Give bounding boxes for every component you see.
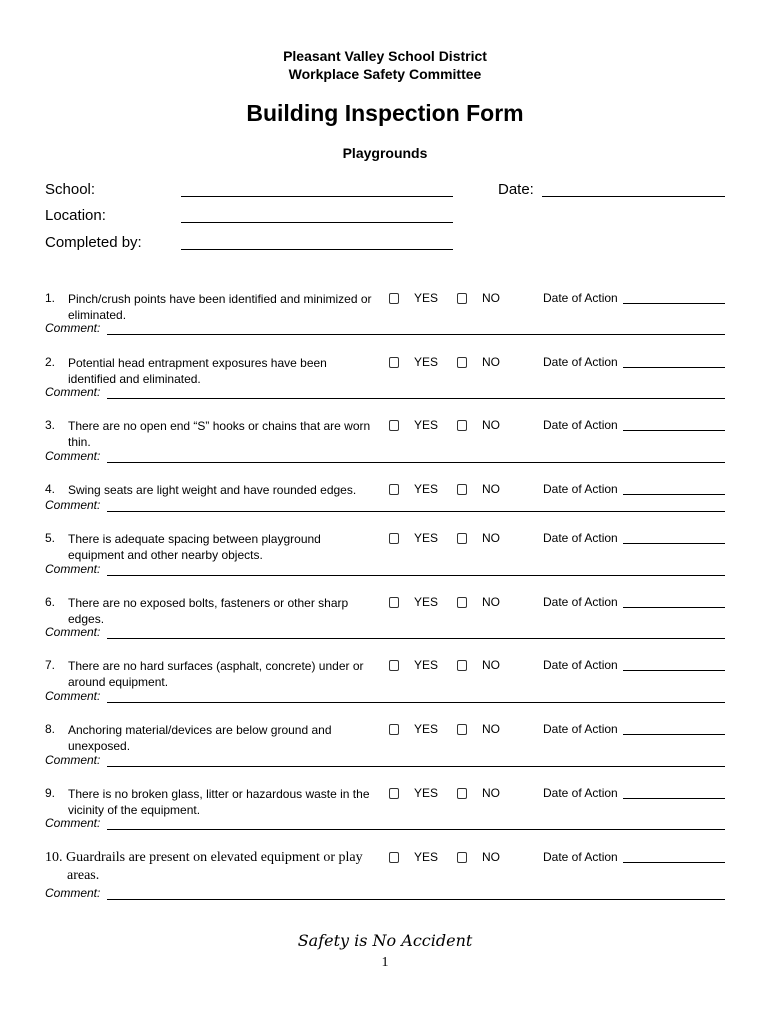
yes-checkbox[interactable] bbox=[389, 357, 399, 368]
no-checkbox[interactable] bbox=[457, 724, 467, 735]
item-number: 1. bbox=[45, 291, 56, 305]
no-checkbox[interactable] bbox=[457, 533, 467, 544]
item-text: There is no broken glass, litter or hazardous waste in the vicinity of the equipment. bbox=[68, 787, 370, 817]
comment-field[interactable] bbox=[107, 638, 725, 639]
date-field[interactable] bbox=[542, 196, 725, 197]
comment-label: Comment: bbox=[45, 625, 101, 639]
yes-label: YES bbox=[414, 722, 439, 736]
school-label: School: bbox=[45, 181, 96, 198]
yes-checkbox[interactable] bbox=[389, 724, 399, 735]
yes-checkbox[interactable] bbox=[389, 597, 399, 608]
no-checkbox[interactable] bbox=[457, 852, 467, 863]
date-of-action-label: Date of Action bbox=[543, 722, 618, 736]
completed-by-field[interactable] bbox=[181, 249, 453, 250]
yes-checkbox[interactable] bbox=[389, 788, 399, 799]
item-text: There is adequate spacing between playground equipment and other nearby objects. bbox=[68, 532, 321, 562]
no-checkbox[interactable] bbox=[457, 788, 467, 799]
item-text: There are no exposed bolts, fasteners or other sharp edges. bbox=[68, 596, 349, 626]
yes-label: YES bbox=[414, 786, 439, 800]
date-of-action-field[interactable] bbox=[623, 543, 725, 544]
no-checkbox[interactable] bbox=[457, 293, 467, 304]
location-field[interactable] bbox=[181, 222, 453, 223]
no-label: NO bbox=[482, 658, 500, 672]
no-label: NO bbox=[482, 786, 500, 800]
item-text: Potential head entrapment exposures have been identified and eliminated. bbox=[68, 356, 327, 386]
date-of-action-label: Date of Action bbox=[543, 786, 618, 800]
item-text: Swing seats are light weight and have rounded edges. bbox=[68, 483, 357, 497]
yes-label: YES bbox=[414, 850, 439, 864]
completed-by-label: Completed by: bbox=[45, 234, 142, 251]
no-label: NO bbox=[482, 850, 500, 864]
item-text: 10. Guardrails are present on elevated equipment or play areas. bbox=[45, 850, 363, 883]
no-label: NO bbox=[482, 291, 500, 305]
date-of-action-field[interactable] bbox=[623, 303, 725, 304]
item-number: 6. bbox=[45, 595, 56, 609]
item-number: 2. bbox=[45, 355, 56, 369]
yes-checkbox[interactable] bbox=[389, 660, 399, 671]
date-of-action-label: Date of Action bbox=[543, 355, 618, 369]
committee-name: Workplace Safety Committee bbox=[288, 66, 482, 82]
footer-tagline: Safety is No Accident bbox=[297, 931, 473, 950]
date-of-action-label: Date of Action bbox=[543, 482, 618, 496]
date-of-action-field[interactable] bbox=[623, 607, 725, 608]
page-title: Building Inspection Form bbox=[246, 100, 524, 126]
yes-label: YES bbox=[414, 418, 439, 432]
item-number: 8. bbox=[45, 722, 56, 736]
date-of-action-field[interactable] bbox=[623, 798, 725, 799]
comment-label: Comment: bbox=[45, 562, 101, 576]
comment-label: Comment: bbox=[45, 321, 101, 335]
item-text: Anchoring material/devices are below ground and unexposed. bbox=[68, 723, 332, 753]
comment-label: Comment: bbox=[45, 449, 101, 463]
comment-field[interactable] bbox=[107, 829, 725, 830]
yes-label: YES bbox=[414, 595, 439, 609]
yes-checkbox[interactable] bbox=[389, 852, 399, 863]
yes-label: YES bbox=[414, 482, 439, 496]
item-number: 9. bbox=[45, 786, 56, 800]
yes-checkbox[interactable] bbox=[389, 293, 399, 304]
comment-label: Comment: bbox=[45, 886, 101, 900]
no-checkbox[interactable] bbox=[457, 597, 467, 608]
comment-field[interactable] bbox=[107, 462, 725, 463]
item-number: 7. bbox=[45, 658, 56, 672]
school-field[interactable] bbox=[181, 196, 453, 197]
location-label: Location: bbox=[45, 207, 106, 224]
date-of-action-label: Date of Action bbox=[543, 531, 618, 545]
comment-label: Comment: bbox=[45, 689, 101, 703]
comment-label: Comment: bbox=[45, 816, 101, 830]
no-checkbox[interactable] bbox=[457, 357, 467, 368]
no-label: NO bbox=[482, 482, 500, 496]
no-checkbox[interactable] bbox=[457, 660, 467, 671]
item-number: 5. bbox=[45, 531, 56, 545]
date-of-action-label: Date of Action bbox=[543, 595, 618, 609]
yes-checkbox[interactable] bbox=[389, 420, 399, 431]
page-subtitle: Playgrounds bbox=[342, 145, 428, 161]
no-checkbox[interactable] bbox=[457, 420, 467, 431]
comment-field[interactable] bbox=[107, 575, 725, 576]
comment-label: Comment: bbox=[45, 753, 101, 767]
date-of-action-field[interactable] bbox=[623, 862, 725, 863]
comment-label: Comment: bbox=[45, 385, 101, 399]
yes-checkbox[interactable] bbox=[389, 533, 399, 544]
org-name: Pleasant Valley School District bbox=[283, 48, 487, 64]
no-checkbox[interactable] bbox=[457, 484, 467, 495]
comment-field[interactable] bbox=[107, 334, 725, 335]
date-of-action-field[interactable] bbox=[623, 367, 725, 368]
date-of-action-field[interactable] bbox=[623, 734, 725, 735]
page-number: 1 bbox=[381, 955, 389, 970]
no-label: NO bbox=[482, 722, 500, 736]
date-of-action-field[interactable] bbox=[623, 670, 725, 671]
no-label: NO bbox=[482, 355, 500, 369]
no-label: NO bbox=[482, 418, 500, 432]
comment-label: Comment: bbox=[45, 498, 101, 512]
date-of-action-label: Date of Action bbox=[543, 850, 618, 864]
item-number: 3. bbox=[45, 418, 56, 432]
item-text: Pinch/crush points have been identified and minimized or eliminated. bbox=[68, 292, 372, 322]
yes-label: YES bbox=[414, 291, 439, 305]
date-label: Date: bbox=[498, 181, 534, 198]
yes-checkbox[interactable] bbox=[389, 484, 399, 495]
yes-label: YES bbox=[414, 355, 439, 369]
no-label: NO bbox=[482, 595, 500, 609]
comment-field[interactable] bbox=[107, 398, 725, 399]
comment-field[interactable] bbox=[107, 766, 725, 767]
date-of-action-label: Date of Action bbox=[543, 291, 618, 305]
no-label: NO bbox=[482, 531, 500, 545]
yes-label: YES bbox=[414, 531, 439, 545]
item-text: There are no open end “S” hooks or chains that are worn thin. bbox=[68, 419, 371, 449]
comment-field[interactable] bbox=[107, 899, 725, 900]
date-of-action-field[interactable] bbox=[623, 430, 725, 431]
date-of-action-label: Date of Action bbox=[543, 658, 618, 672]
comment-field[interactable] bbox=[107, 702, 725, 703]
item-number: 4. bbox=[45, 482, 56, 496]
comment-field[interactable] bbox=[107, 511, 725, 512]
yes-label: YES bbox=[414, 658, 439, 672]
date-of-action-field[interactable] bbox=[623, 494, 725, 495]
item-text: There are no hard surfaces (asphalt, concrete) under or around equipment. bbox=[68, 659, 364, 689]
date-of-action-label: Date of Action bbox=[543, 418, 618, 432]
